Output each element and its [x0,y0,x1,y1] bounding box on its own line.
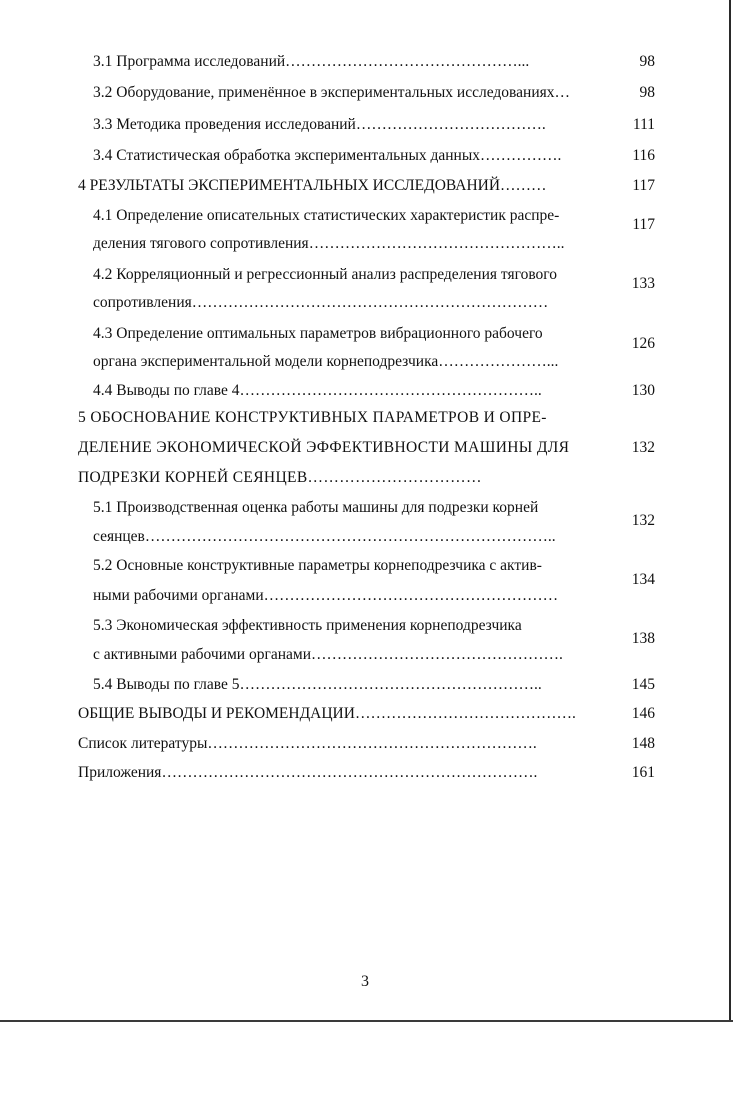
toc-entry-title-line: 4.1 Определение описательных статистических характеристик распре- [93,207,560,224]
toc-entry-title-line: ДЕЛЕНИЕ ЭКОНОМИЧЕСКОЙ ЭФФЕКТИВНОСТИ МАШИНЫ ДЛЯ [78,439,570,456]
toc-entry-title-line: органа экспериментальной модели корнеподрезчика…………………... [93,353,559,370]
toc-entry-title-line: с активными рабочими органами…………………………………………. [93,646,563,663]
toc-entry-page: 146 [631,705,655,722]
toc-entry-page: 161 [631,764,655,781]
scan-border-right [729,0,731,1022]
toc-entry-page: 132 [631,512,655,529]
toc-entry-title-line: сеянцев…………………………………………………………………….. [93,528,556,545]
toc-entry-title: ОБЩИЕ ВЫВОДЫ И РЕКОМЕНДАЦИИ……………………………………. [78,705,576,722]
toc-entry-page: 98 [639,53,655,70]
toc-entry-title: 4.4 Выводы по главе 4………………………………………………….. [93,382,542,399]
scan-border-bottom [0,1020,733,1022]
toc-entry-title: 3.4 Статистическая обработка экспериментальных данных……………. [93,147,562,164]
toc-entry-page: 117 [632,216,655,233]
toc-entry-title-line: ными рабочими органами………………………………………………… [93,587,559,604]
toc-entry-page: 98 [639,84,655,101]
toc-entry-title-line: 5.3 Экономическая эффективность применения корнеподрезчика [93,617,522,634]
toc-entry-page: 148 [631,735,655,752]
toc-entry-title-line: 4.2 Корреляционный и регрессионный анализ распределения тягового [93,266,558,283]
toc-entry-title-line: сопротивления…………………………………………………………… [93,294,549,311]
toc-entry-page: 126 [631,335,655,352]
toc-entry-title: Список литературы………………………………………………………. [78,735,537,752]
page-number: 3 [361,973,369,990]
toc-entry-title-line: 5 ОБОСНОВАНИЕ КОНСТРУКТИВНЫХ ПАРАМЕТРОВ И ОПРЕ- [78,409,547,426]
toc-entry-page: 117 [632,177,655,194]
toc-entry-title-line: деления тягового сопротивления………………………………………….. [93,235,565,252]
toc-entry-title: Приложения………………………………………………………………. [78,764,538,781]
toc-entry-page: 134 [631,571,655,588]
toc-entry-page: 130 [631,382,655,399]
toc-entry-page: 138 [631,630,655,647]
toc-entry-title: 5.4 Выводы по главе 5………………………………………………….. [93,676,542,693]
toc-entry-title-line: 5.2 Основные конструктивные параметры корнеподрезчика с актив- [93,557,542,574]
toc-entry-page: 116 [632,147,655,164]
toc-entry-page: 111 [632,116,655,133]
toc-entry-title-line: ПОДРЕЗКИ КОРНЕЙ СЕЯНЦЕВ…………………………… [78,469,482,486]
toc-entry-title: 3.3 Методика проведения исследований………………………………. [93,116,546,133]
toc-entry-page: 145 [631,676,655,693]
toc-entry-title: 3.1 Программа исследований………………………………………... [93,53,530,70]
toc-entry-page: 133 [631,275,655,292]
toc-entry-title-line: 4.3 Определение оптимальных параметров вибрационного рабочего [93,325,543,342]
toc-entry-title: 4 РЕЗУЛЬТАТЫ ЭКСПЕРИМЕНТАЛЬНЫХ ИССЛЕДОВАНИЙ……… [78,177,547,194]
toc-entry-title-line: 5.1 Производственная оценка работы машины для подрезки корней [93,499,539,516]
toc-entry-page: 132 [631,439,655,456]
toc-entry-title: 3.2 Оборудование, применённое в экспериментальных исследованиях… [93,84,570,101]
